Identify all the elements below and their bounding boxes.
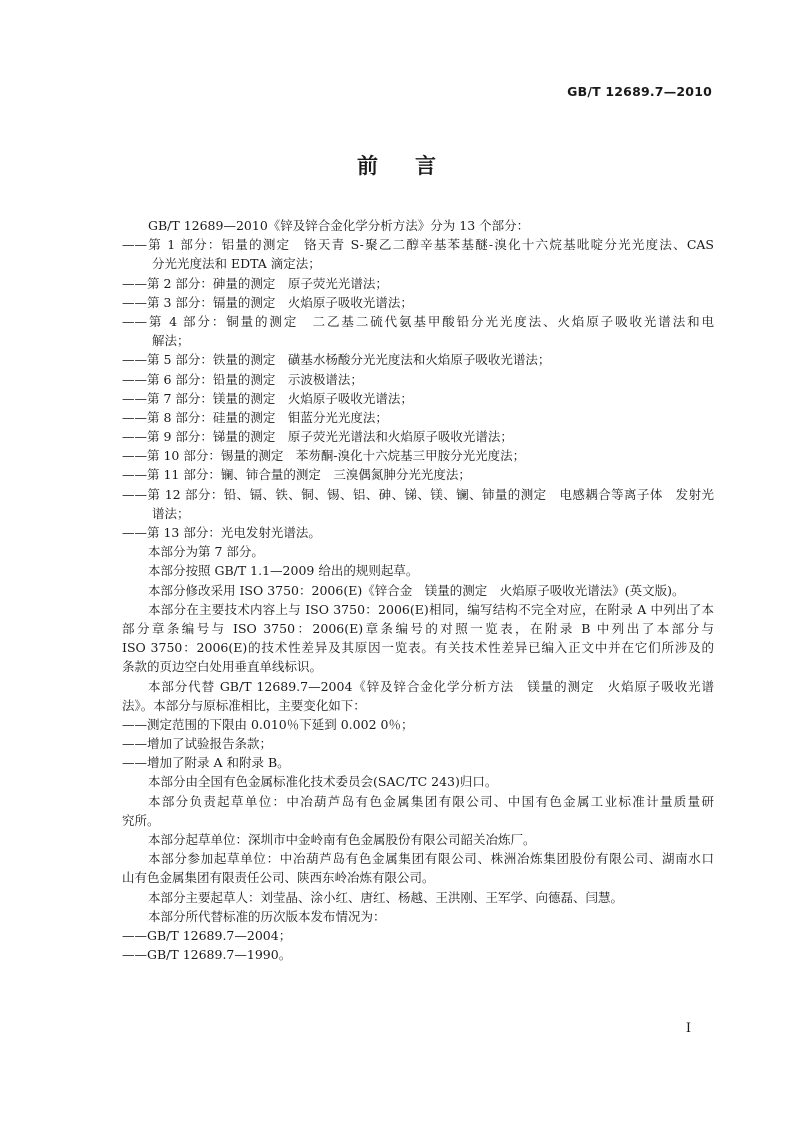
- text-line: 本部分修改采用 ISO 3750：2006(E)《锌合金 镁量的测定 火焰原子吸收光谱法》(英文版)。: [148, 582, 685, 598]
- text-line: 法》。本部分与原标准相比，主要变化如下：: [122, 697, 366, 713]
- title-char-1: 前: [357, 154, 379, 178]
- text-line: ——第 11 部分：镧、铈合量的测定 三溴偶氮胂分光光度法；: [122, 467, 471, 483]
- page-number: I: [685, 1021, 691, 1036]
- text-line: ——第 13 部分：光电发射光谱法。: [122, 525, 321, 540]
- text-line: ——第 12 部分：铅、镉、铁、铜、锡、铝、砷、锑、镁、镧、铈量的测定 电感耦合等离子体 发射光: [122, 486, 714, 502]
- text-line: ——增加了试验报告条款；: [122, 736, 273, 752]
- text-line: ——GB/T 12689.7—1990。: [122, 947, 292, 963]
- text-line: ——第 6 部分：铅量的测定 示波极谱法；: [122, 371, 363, 387]
- text-line: 本部分按照 GB/T 1.1—2009 给出的规则起草。: [148, 563, 419, 579]
- text-line: ——第 5 部分：铁量的测定 磺基水杨酸分光光度法和火焰原子吸收光谱法；: [122, 352, 551, 368]
- text-line: 分光光度法和 EDTA 滴定法；: [152, 256, 321, 272]
- text-line: ——第 4 部分：铜量的测定 二乙基二硫代氨基甲酸铅分光光度法、火焰原子吸收光谱法和电: [122, 313, 714, 329]
- text-line: 本部分起草单位：深圳市中金岭南有色金属股份有限公司韶关冶炼厂。: [148, 832, 536, 847]
- text-line: ——第 1 部分：铝量的测定 铬天青 S-聚乙二醇辛基苯基醚-溴化十六烷基吡啶分光光度法、CAS: [122, 237, 714, 253]
- text-line: 究所。: [122, 812, 160, 828]
- text-line: 部分章条编号与 ISO 3750：2006(E)章条编号的对照一览表，在附录 B 中列出了本部分与: [122, 620, 714, 636]
- standard-code: GB/T 12689.7—2010: [567, 84, 712, 99]
- text-line: ——测定范围的下限由 0.010％下延到 0.002 0％；: [122, 716, 414, 732]
- title-char-2: 言: [415, 154, 437, 178]
- text-line: 本部分所代替标准的历次版本发布情况为：: [148, 908, 386, 924]
- page-title: [0, 150, 794, 180]
- text-line: ——第 9 部分：锑量的测定 原子荧光光谱法和火焰原子吸收光谱法；: [122, 429, 513, 445]
- text-line: 山有色金属集团有限责任公司、陕西东岭冶炼有限公司。: [122, 870, 435, 886]
- text-line: 谱法；: [152, 505, 190, 521]
- text-line: ISO 3750：2006(E)的技术性差异及其原因一览表。有关技术性差异已编入正文中并在它们所涉及的: [122, 640, 714, 656]
- text-line: GB/T 12689—2010《锌及锌合金化学分析方法》分为 13 个部分：: [148, 218, 530, 233]
- text-line: 本部分参加起草单位：中冶葫芦岛有色金属集团有限公司、株洲冶炼集团股份有限公司、湖南水口: [148, 851, 714, 867]
- text-line: ——增加了附录 A 和附录 B。: [122, 755, 290, 771]
- text-line: 条款的页边空白处用垂直单线标识。: [122, 659, 323, 675]
- text-line: 本部分主要起草人：刘莹晶、涂小红、唐红、杨越、王洪刚、王军学、向德磊、闫慧。: [148, 889, 624, 905]
- text-line: ——第 10 部分：锡量的测定 苯芴酮-溴化十六烷基三甲胺分光光度法；: [122, 448, 526, 464]
- text-line: 本部分为第 7 部分。: [148, 544, 264, 560]
- text-line: ——第 2 部分：砷量的测定 原子荧光光谱法；: [122, 275, 388, 291]
- foreword-body: [122, 216, 714, 964]
- text-line: 本部分在主要技术内容上与 ISO 3750：2006(E)相同，编写结构不完全对应，在附录 A 中列出了本: [148, 601, 714, 617]
- text-line: ——第 8 部分：硅量的测定 钼蓝分光光度法；: [122, 409, 388, 425]
- text-line: 本部分负责起草单位：中冶葫芦岛有色金属集团有限公司、中国有色金属工业标准计量质量研: [148, 793, 714, 809]
- text-line: ——GB/T 12689.7—2004；: [122, 927, 292, 943]
- text-line: 本部分代替 GB/T 12689.7—2004《锌及锌合金化学分析方法 镁量的测定 火焰原子吸收光谱: [148, 678, 714, 694]
- text-line: ——第 3 部分：镉量的测定 火焰原子吸收光谱法；: [122, 294, 413, 310]
- text-line: ——第 7 部分：镁量的测定 火焰原子吸收光谱法；: [122, 390, 413, 406]
- text-line: 本部分由全国有色金属标准化技术委员会(SAC/TC 243)归口。: [148, 774, 498, 790]
- text-line: 解法；: [152, 333, 190, 349]
